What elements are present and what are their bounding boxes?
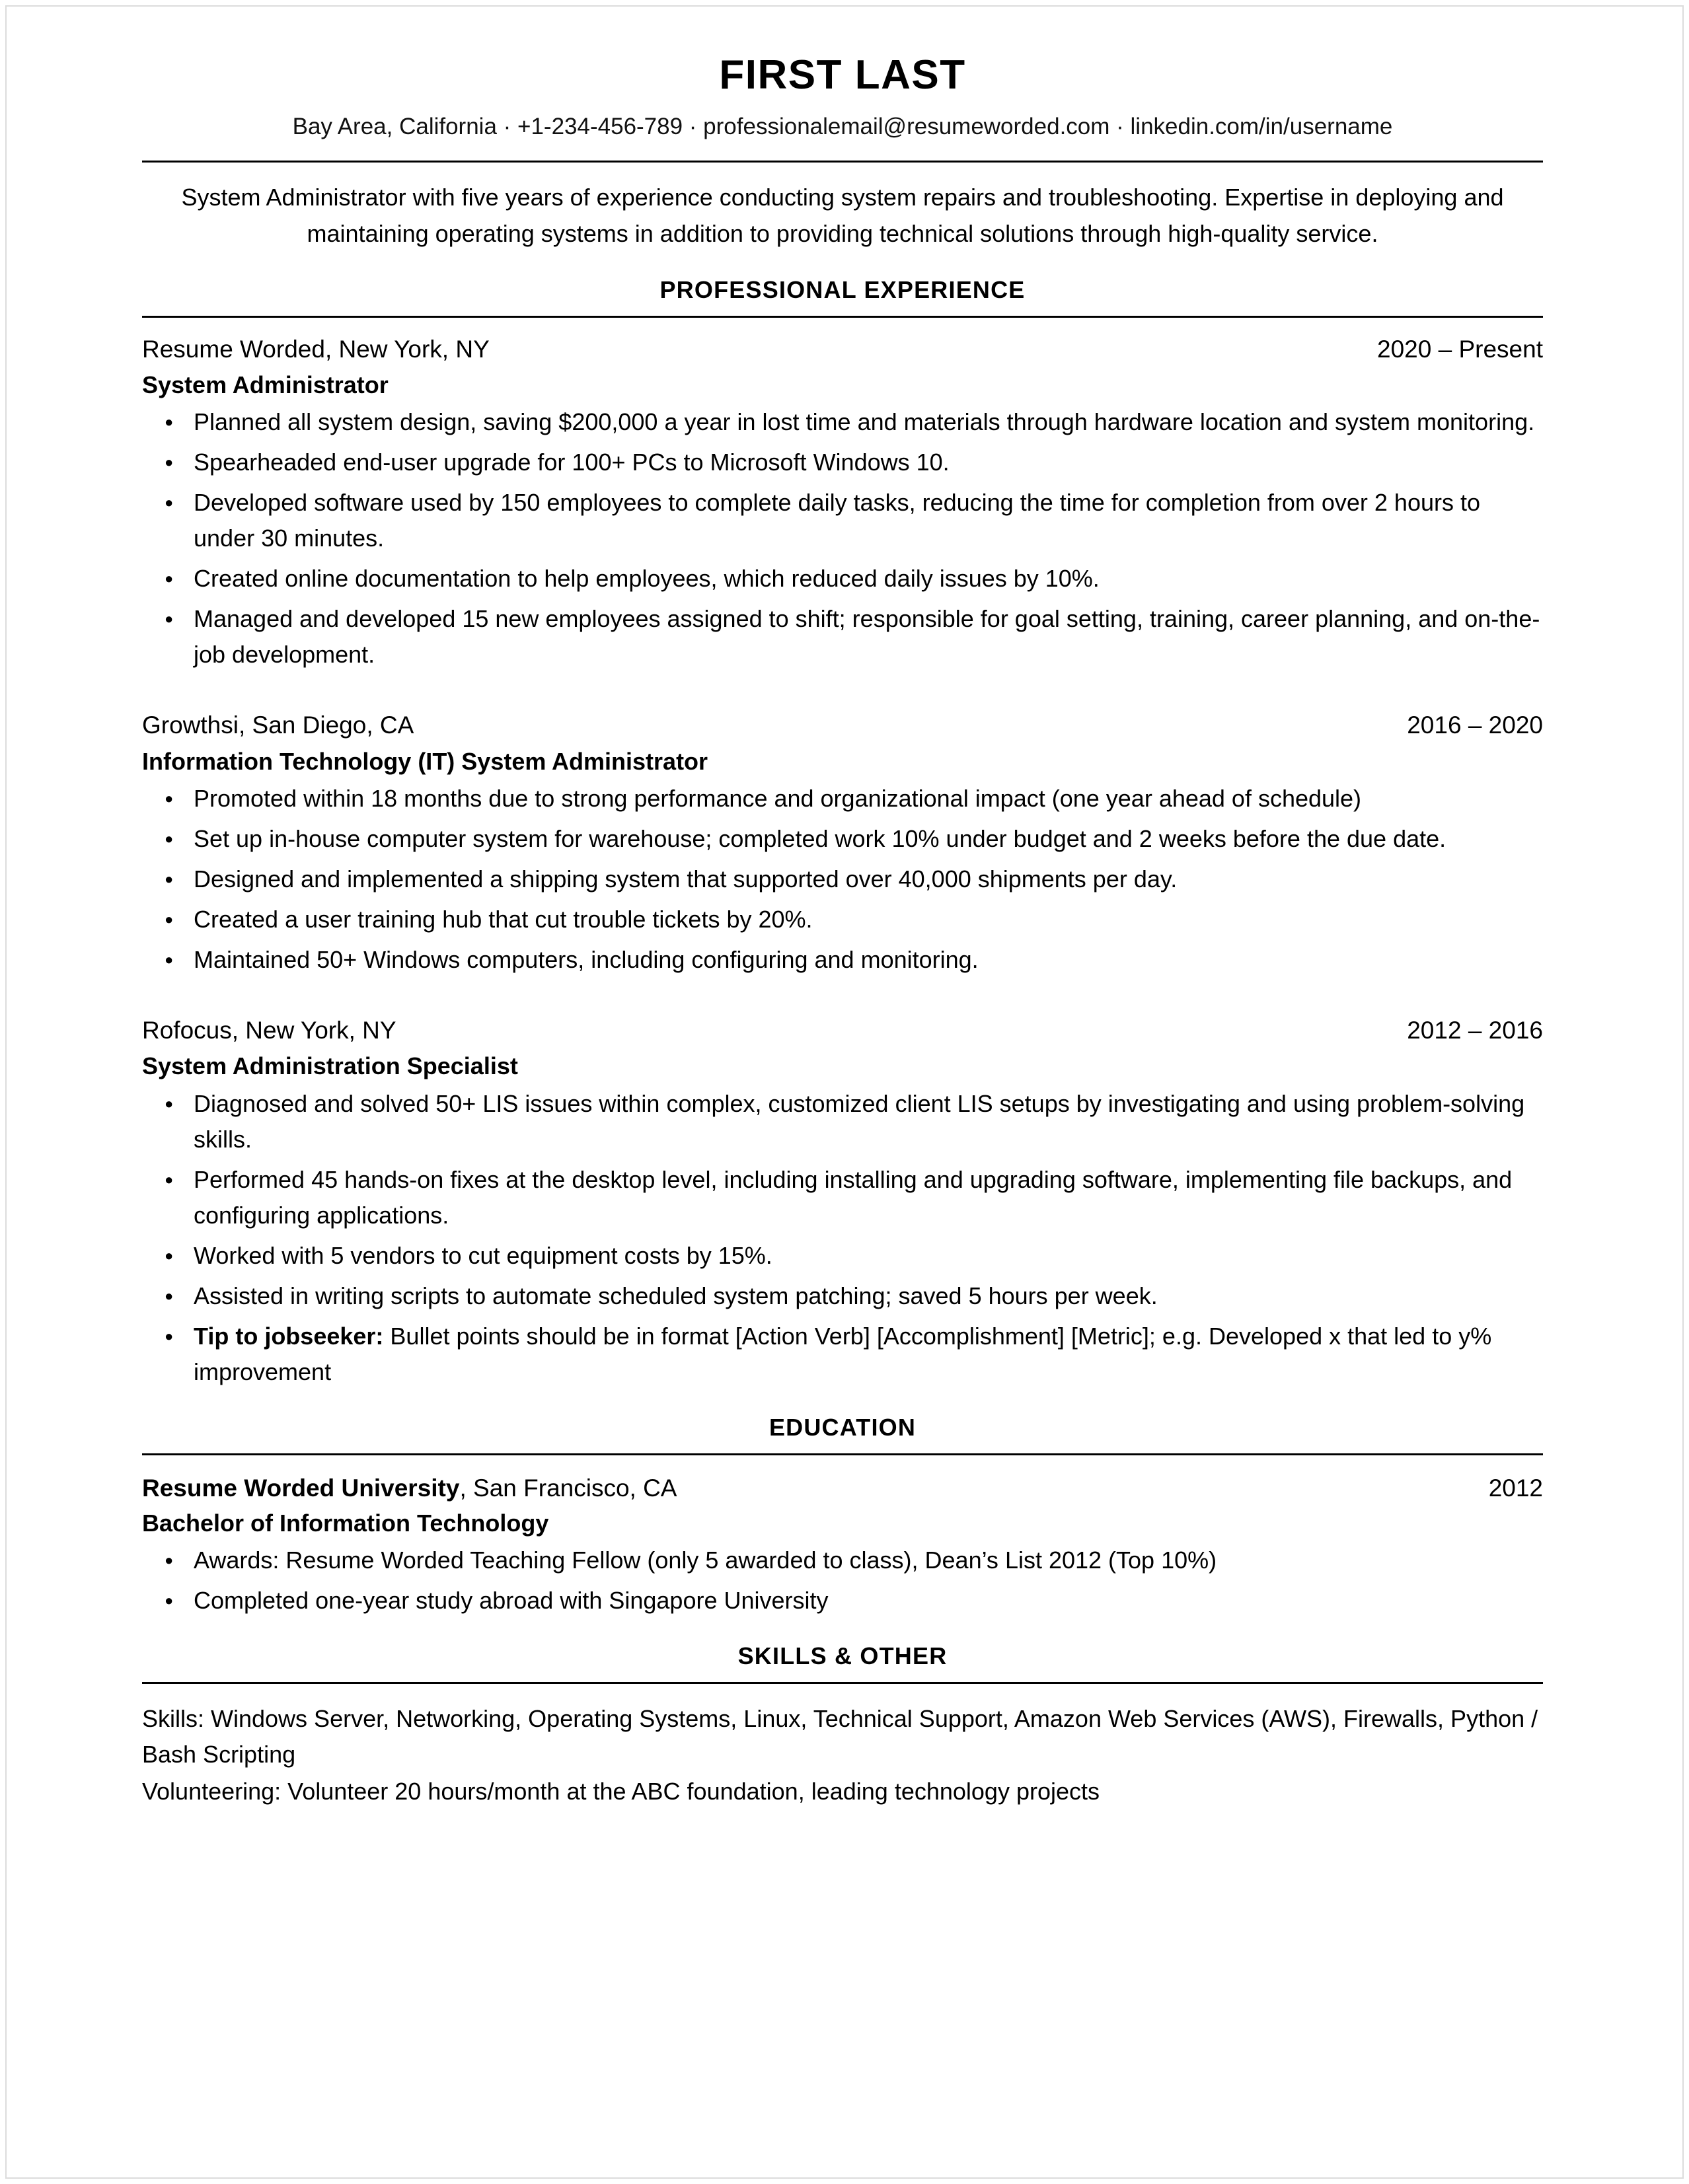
summary-paragraph: System Administrator with five years of experience conducting system repairs and troubleshooting. Expertise in deploying and maintaining operating systems in addition to providing technical solutions through high-quality service.	[181, 184, 1504, 248]
resume-content	[142, 53, 1543, 1809]
section-heading-experience: PROFESSIONAL EXPERIENCE	[659, 275, 1026, 303]
list-item: ● Created online documentation to help employees, which reduced daily issues by 10%.	[142, 561, 1543, 597]
list-item: ● Managed and developed 15 new employees assigned to shift; responsible for goal setting, training, career planning, and on-the-job development.	[142, 601, 1543, 673]
employment-dates: 2012 – 2016	[1407, 1017, 1543, 1044]
skills-divider	[142, 1682, 1543, 1684]
school-location: , San Francisco, CA	[459, 1474, 677, 1502]
list-item: ● Maintained 50+ Windows computers, including configuring and monitoring.	[142, 942, 1543, 978]
school-name-bold: Resume Worded University	[142, 1474, 460, 1502]
list-item: ● Developed software used by 150 employees to complete daily tasks, reducing the time for completion from over 2 hours to under 30 minutes.	[142, 485, 1543, 556]
education-header	[142, 1474, 1543, 1503]
experience-header	[142, 1016, 1543, 1045]
section-heading-education: EDUCATION	[769, 1413, 917, 1441]
bullet-list	[142, 1543, 1543, 1619]
experience-entry	[142, 335, 1543, 673]
experience-entry	[142, 1016, 1543, 1390]
volunteering-line: Volunteering: Volunteer 20 hours/month at the ABC foundation, leading technology projects	[142, 1778, 1100, 1805]
list-item: ● Promoted within 18 months due to strong performance and organizational impact (one year ahead of schedule)	[142, 781, 1543, 817]
school-name	[142, 1474, 677, 1503]
list-item: ● Awards: Resume Worded Teaching Fellow (only 5 awarded to class), Dean’s List 2012 (Top 10%)	[142, 1543, 1543, 1578]
job-title: System Administration Specialist	[142, 1052, 518, 1080]
tip-text: Bullet points should be in format [Action Verb] [Accomplishment] [Metric]; e.g. Developed x that led to y% improvement	[194, 1322, 1492, 1385]
list-item: ● Designed and implemented a shipping system that supported over 40,000 shipments per day.	[142, 861, 1543, 897]
employer-name: Rofocus, New York, NY	[142, 1017, 396, 1044]
job-title: Information Technology (IT) System Administrator	[142, 747, 708, 775]
list-item: ● Created a user training hub that cut trouble tickets by 20%.	[142, 902, 1543, 937]
experience-entry	[142, 711, 1543, 978]
header-divider	[142, 161, 1543, 163]
contact-line: Bay Area, California · +1-234-456-789 · professionalemail@resumeworded.com · linkedin.com/in/username	[292, 114, 1393, 140]
list-item: ● Diagnosed and solved 50+ LIS issues within complex, customized client LIS setups by investigating and using problem-solving skills.	[142, 1086, 1543, 1157]
section-heading-skills: SKILLS & OTHER	[737, 1642, 948, 1669]
page-title: FIRST LAST	[719, 52, 966, 98]
experience-header	[142, 711, 1543, 740]
tip-label: Tip to jobseeker:	[194, 1322, 384, 1350]
degree-name: Bachelor of Information Technology	[142, 1510, 549, 1537]
employer-name: Growthsi, San Diego, CA	[142, 711, 414, 739]
skills-block	[142, 1701, 1543, 1809]
list-item: ● Spearheaded end-user upgrade for 100+ PCs to Microsoft Windows 10.	[142, 445, 1543, 480]
skills-line: Skills: Windows Server, Networking, Operating Systems, Linux, Technical Support, Amazon Web Services (AWS), Firewalls, Python / Bash Scripting	[142, 1705, 1538, 1768]
list-item-tip	[142, 1319, 1543, 1390]
list-item: ● Planned all system design, saving $200,000 a year in lost time and materials through hardware location and system monitoring.	[142, 404, 1543, 440]
bullet-list	[142, 781, 1543, 978]
experience-divider	[142, 316, 1543, 318]
job-title: System Administrator	[142, 371, 389, 399]
list-item: ● Assisted in writing scripts to automate scheduled system patching; saved 5 hours per week.	[142, 1278, 1543, 1314]
education-entry	[142, 1474, 1543, 1619]
experience-header	[142, 335, 1543, 364]
bullet-list	[142, 404, 1543, 673]
employment-dates: 2020 – Present	[1377, 335, 1543, 363]
employment-dates: 2016 – 2020	[1407, 711, 1543, 739]
employer-name: Resume Worded, New York, NY	[142, 335, 490, 363]
graduation-year: 2012	[1488, 1474, 1543, 1502]
list-item: ● Performed 45 hands-on fixes at the desktop level, including installing and upgrading software, implementing file backups, and configuring applications.	[142, 1162, 1543, 1233]
list-item: ● Worked with 5 vendors to cut equipment costs by 15%.	[142, 1238, 1543, 1274]
list-item: ● Completed one-year study abroad with Singapore University	[142, 1583, 1543, 1619]
list-item: ● Set up in-house computer system for warehouse; completed work 10% under budget and 2 weeks before the due date.	[142, 821, 1543, 857]
education-divider	[142, 1453, 1543, 1455]
bullet-list	[142, 1086, 1543, 1390]
